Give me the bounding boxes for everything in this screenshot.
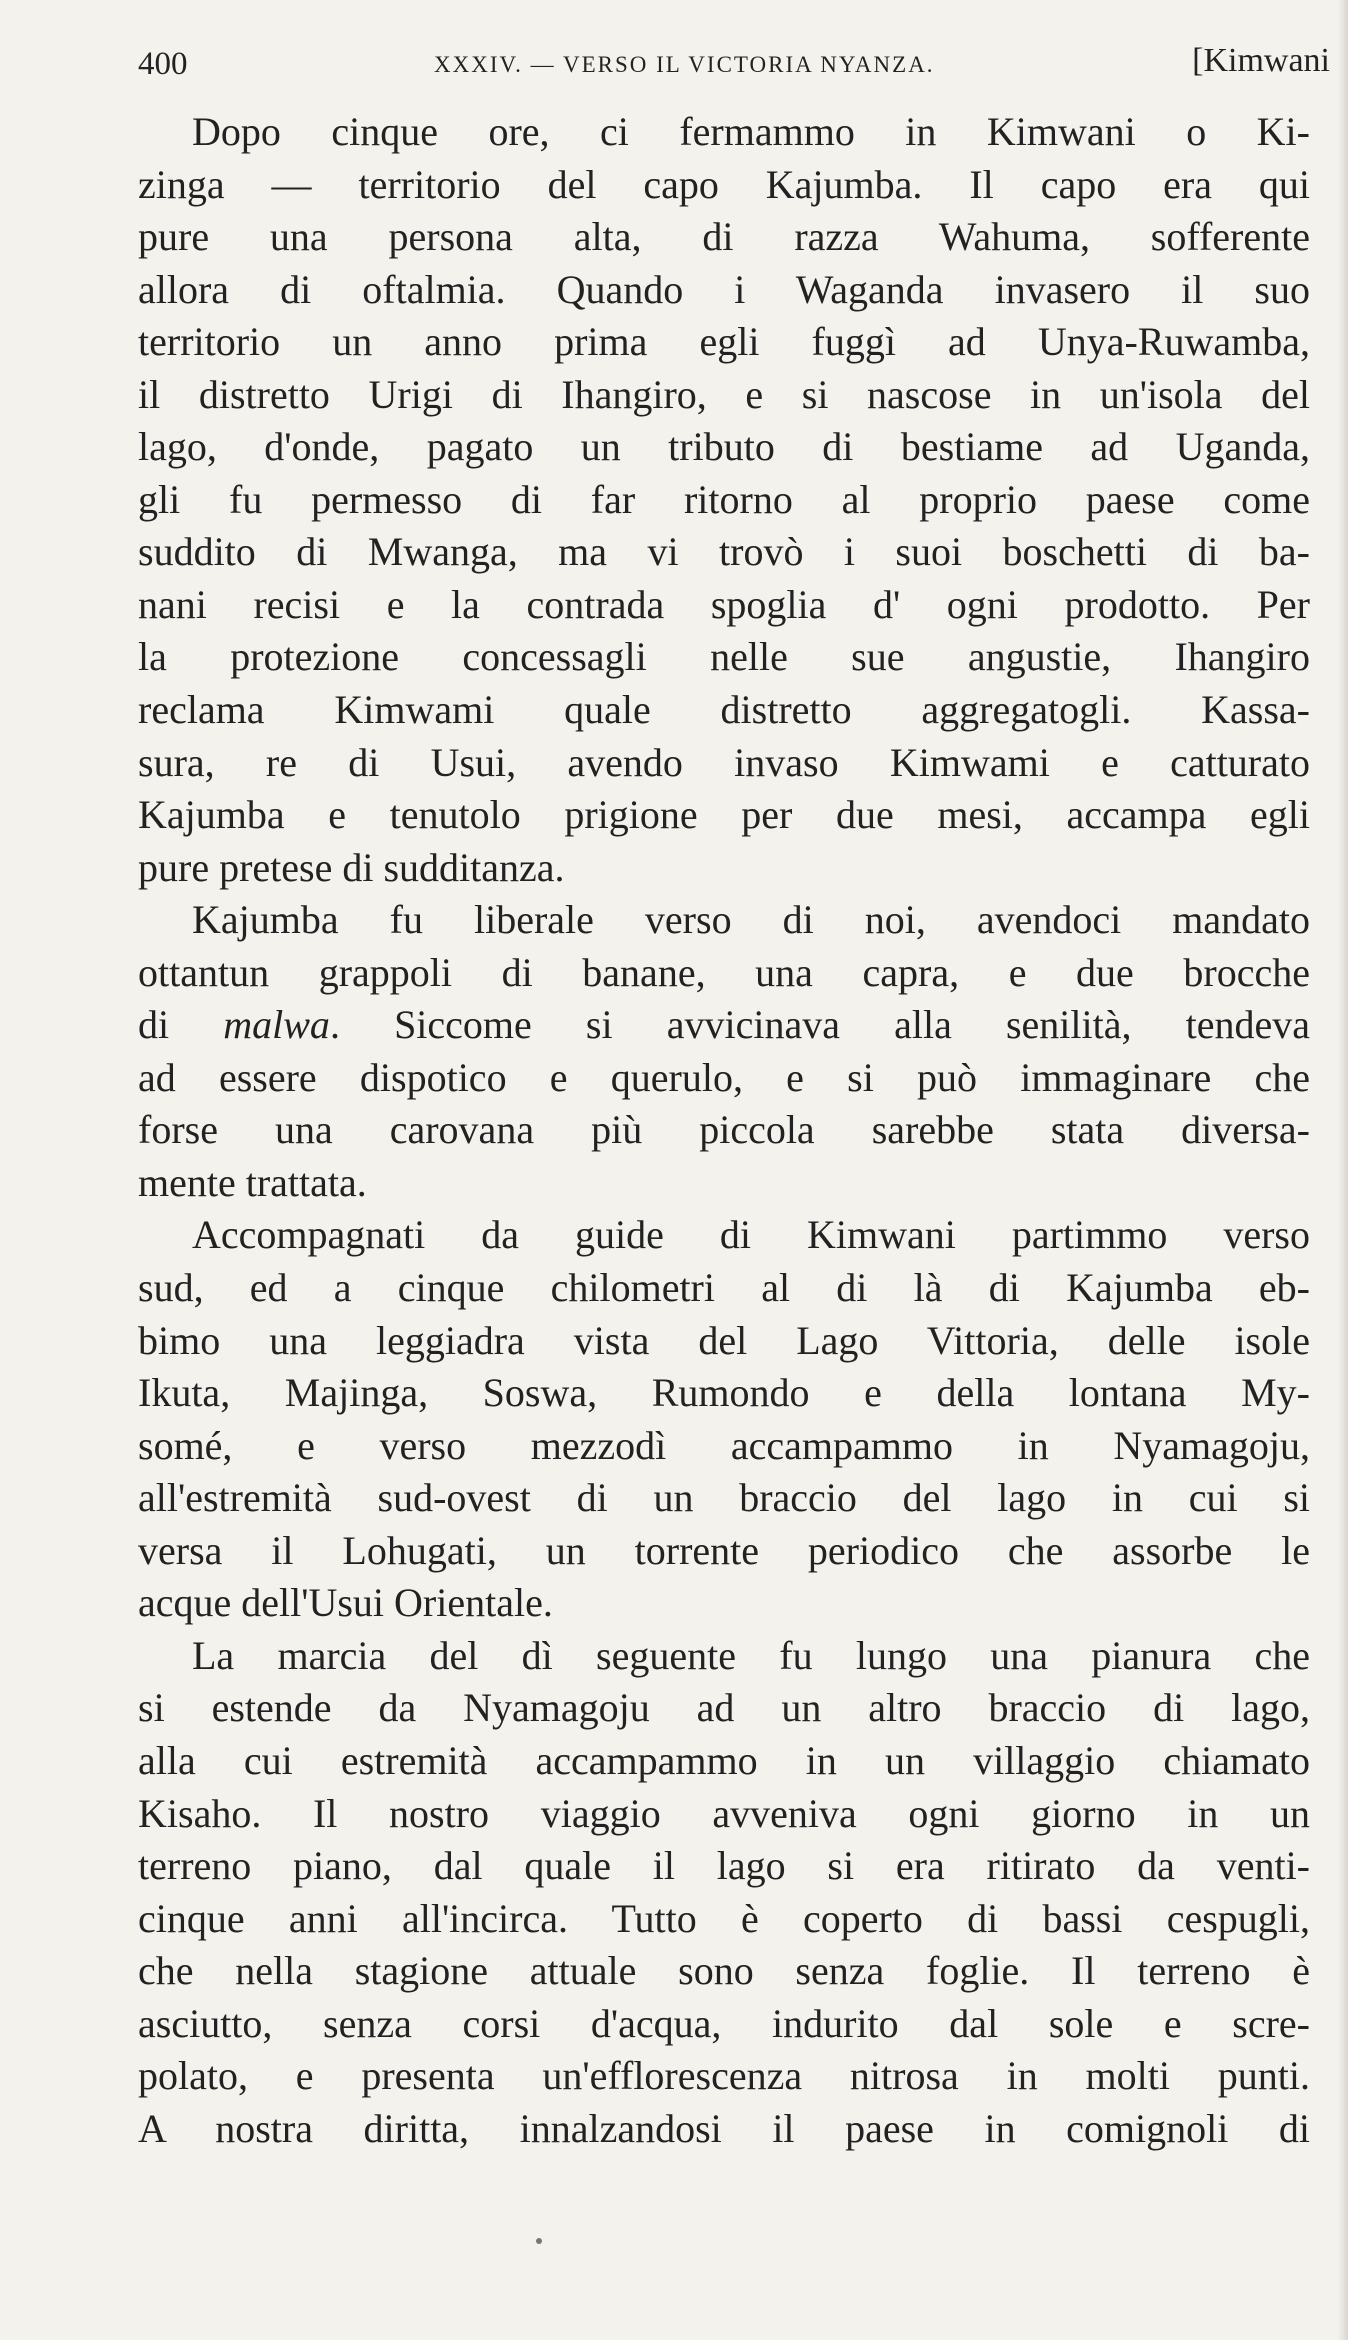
text-line: pure una persona alta, di razza Wahuma, sofferente <box>138 214 1310 260</box>
text-line: territorio un anno prima egli fuggì ad Unya-Ruwamba, <box>138 319 1310 365</box>
text-line: lago, d'onde, pagato un tributo di bestiame ad Uganda, <box>138 424 1310 470</box>
text-line: suddito di Mwanga, ma vi trovò i suoi boschetti di ba- <box>138 529 1310 575</box>
italic-word: malwa <box>223 1002 330 1048</box>
text-line: il distretto Urigi di Ihangiro, e si nascose in un'isola del <box>138 371 1310 417</box>
text-line: La marcia del dì seguente fu lungo una pianura che <box>192 1632 1310 1678</box>
text-line: bimo una leggiadra vista del Lago Vittoria, delle isole <box>138 1317 1310 1363</box>
text-line: si estende da Nyamagoju ad un altro braccio di lago, <box>138 1685 1310 1731</box>
text-line: la protezione concessagli nelle sue angustie, Ihangiro <box>138 634 1310 680</box>
text-line: Kajumba e tenutolo prigione per due mesi, accampa egli <box>138 792 1310 838</box>
text-line: ottantun grappoli di banane, una capra, e due brocche <box>138 949 1310 995</box>
text-line: cinque anni all'incirca. Tutto è coperto di bassi cespugli, <box>138 1895 1310 1941</box>
text-line: ad essere dispotico e querulo, e si può immaginare che <box>138 1054 1310 1100</box>
text-line: Ikuta, Majinga, Soswa, Rumondo e della lontana My- <box>138 1370 1310 1416</box>
text-line: asciutto, senza corsi d'acqua, indurito dal sole e scre- <box>138 2000 1310 2046</box>
text-line: allora di oftalmia. Quando i Waganda invasero il suo <box>138 266 1310 312</box>
running-place: [Kimwani <box>1192 42 1330 79</box>
text-line: forse una carovana più piccola sarebbe stata diversa- <box>138 1107 1310 1153</box>
text-line: sud, ed a cinque chilometri al di là di Kajumba eb- <box>138 1265 1310 1311</box>
text-line: alla cui estremità accampammo in un villaggio chiamato <box>138 1737 1310 1783</box>
running-title: XXXIV. — VERSO IL VICTORIA NYANZA. <box>434 52 935 77</box>
page-header <box>138 38 1330 88</box>
text-line-with-italic <box>138 999 1310 1052</box>
text-line: gli fu permesso di far ritorno al proprio paese come <box>138 476 1310 522</box>
text-line: Kajumba fu liberale verso di noi, avendoci mandato <box>192 897 1310 943</box>
body-text <box>138 106 1310 2155</box>
text-line: mente trattata. <box>138 1159 367 1205</box>
text-line: Accompagnati da guide di Kimwani partimmo verso <box>192 1212 1310 1258</box>
text-line: che nella stagione attuale sono senza foglie. Il terreno è <box>138 1948 1310 1994</box>
text-fragment: di <box>138 1002 224 1048</box>
text-line: somé, e verso mezzodì accampammo in Nyamagoju, <box>138 1422 1310 1468</box>
text-line: acque dell'Usui Orientale. <box>138 1580 553 1626</box>
text-line: versa il Lohugati, un torrente periodico che assorbe le <box>138 1527 1310 1573</box>
text-line: reclama Kimwami quale distretto aggregatogli. Kassa- <box>138 687 1310 733</box>
text-line: all'estremità sud-ovest di un braccio del lago in cui si <box>138 1475 1310 1521</box>
text-line: Dopo cinque ore, ci fermammo in Kimwani o Ki- <box>192 109 1310 154</box>
text-fragment: . Siccome si avvicinava alla senilità, tendeva <box>329 1002 1310 1048</box>
text-line: zinga — territorio del capo Kajumba. Il capo era qui <box>138 161 1310 207</box>
text-line: terreno piano, dal quale il lago si era ritirato da venti- <box>138 1843 1310 1889</box>
page-number: 400 <box>138 46 188 82</box>
text-line: Kisaho. Il nostro viaggio avveniva ogni giorno in un <box>138 1790 1310 1836</box>
page-edge-shadow <box>1338 0 1348 2340</box>
text-line: nani recisi e la contrada spoglia d' ogni prodotto. Per <box>138 581 1310 627</box>
stray-ink-dot <box>536 2238 542 2244</box>
text-line: pure pretese di sudditanza. <box>138 844 565 890</box>
text-line: polato, e presenta un'efflorescenza nitrosa in molti punti. <box>138 2053 1310 2099</box>
text-line: A nostra diritta, innalzandosi il paese in comignoli di <box>138 2105 1310 2151</box>
text-line: sura, re di Usui, avendo invaso Kimwami e catturato <box>138 739 1310 785</box>
